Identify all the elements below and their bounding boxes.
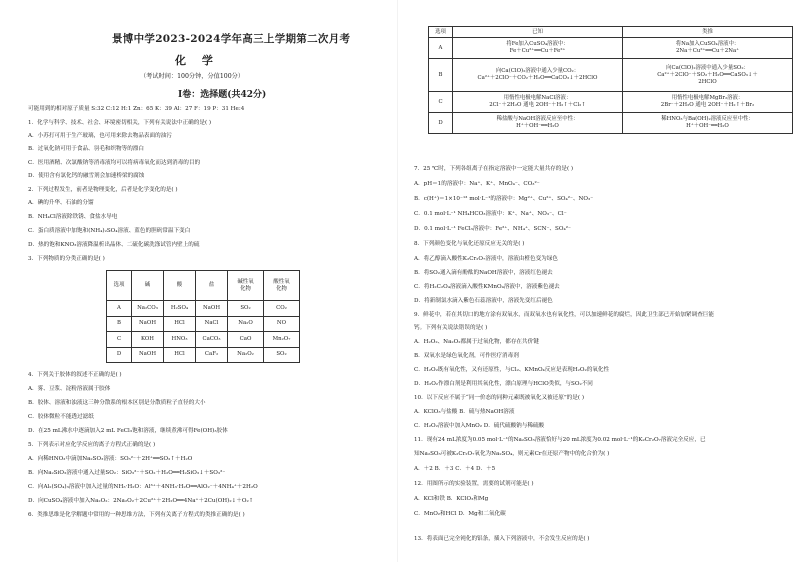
table-cell: CaCO₃ — [196, 332, 228, 348]
question-10-options-cd: C．H₂O₂溶液中加入MnO₂ D．硫代硫酸钠与稀硫酸 — [414, 423, 545, 429]
table-row — [429, 38, 793, 59]
cell-text: Ca²⁺＋2ClO⁻＋CO₂＋H₂O══CaCO₃↓＋2HClO — [477, 75, 598, 81]
question-9: 9．鲜花中，若在其切口的地方涂有双氧水，而双氧水也有氧化性，可以加速鲜花的腐烂，因此卫生部已开始加紧调查巨能 — [414, 312, 715, 318]
table-header-cell — [264, 271, 300, 301]
question-2-option-b: B．NH₄Cl溶液除铁锈、食盐水导电 — [28, 214, 118, 220]
table-cell: Na₂O — [228, 316, 264, 332]
question-11: 11．现有24 mL浓度为0.05 mol·L⁻¹的Na₂SO₃溶液恰好与20 mL浓度为0.02 mol·L⁻¹的K₂Cr₂O₇溶液完全反应，已 — [414, 437, 706, 443]
question-12: 12．用图所示的实验装置，需要的试剂可能是( ) — [414, 481, 534, 487]
cell-text: 2Cl⁻＋2H₂O 通电 2OH⁻＋H₂↑＋Cl₂↑ — [489, 102, 586, 108]
header-text: 酸性氧化物 — [273, 278, 290, 292]
cell-text: 用惰性电极电解NaCl溶液： — [503, 95, 572, 101]
question-8-option-d: D．将新制氯水滴入紫色石蕊溶液中，溶液先变红后褪色 — [414, 298, 553, 304]
table-header-row — [107, 271, 300, 301]
header-text: 碱性氧化物 — [237, 278, 254, 292]
cell-text: 稀HNO₃与Ba(OH)₂溶液反应至中性： — [661, 116, 754, 122]
question-13: 13．将表面已完全钝化的铝条，插入下列溶液中，不会发生反应的是( ) — [414, 536, 590, 542]
cell-text: 将Fe加入CuSO₄溶液中： — [506, 41, 569, 47]
section-title: Ⅰ卷：选择题(共42分) — [178, 90, 267, 100]
question-10: 10．以下反应不属于“同一价态的同种元素既被氧化又被还原”的是( ) — [414, 395, 585, 401]
table-header-cell: 酸 — [164, 271, 196, 301]
table-cell: B — [107, 316, 132, 332]
question-4-option-a: A．雾、豆浆、淀粉溶液属于胶体 — [28, 386, 111, 392]
table-row — [107, 347, 300, 363]
table-cell: C — [429, 92, 453, 113]
table-cell: HCl — [164, 316, 196, 332]
table-cell: CaF₂ — [196, 347, 228, 363]
question-5: 5．下列表示对应化学反应的离子方程式正确的是( ) — [28, 442, 156, 448]
right-column — [397, 0, 794, 562]
question-11-options: A．＋2 B．＋3 C．＋4 D．＋5 — [414, 466, 496, 472]
question-8: 8．下列颜色变化与氧化还原反应无关的是( ) — [414, 241, 525, 247]
question-2-option-d: D．热的饱和KNO₃溶液降温析出晶体、二硫化碳洗涤试管内壁上的硫 — [28, 242, 200, 248]
table-header-cell: 已知 — [453, 27, 623, 38]
question-4-option-b: B．胶体、溶液和浊液这三种分散系的根本区别是分散质粒子直径的大小 — [28, 400, 206, 406]
table-cell — [453, 59, 623, 92]
table-cell — [453, 92, 623, 113]
table-cell: Mn₂O₇ — [264, 332, 300, 348]
table-row — [107, 332, 300, 348]
table-header-cell: 碱 — [132, 271, 164, 301]
table-header-cell: 选项 — [107, 271, 132, 301]
table-cell: Na₂CO₃ — [132, 301, 164, 317]
question-9-continued: 钙。下列有关说法错误的是( ) — [414, 325, 488, 331]
table-cell: NaCl — [196, 316, 228, 332]
table-cell: KOH — [132, 332, 164, 348]
table-row — [429, 113, 793, 134]
question-8-option-b: B．将SO₂通入滴有酚酞的NaOH溶液中，溶液红色褪去 — [414, 270, 553, 276]
table-cell — [623, 59, 793, 92]
table-cell: C — [107, 332, 132, 348]
subject-title: 化 学 — [175, 54, 219, 67]
question-12-options-cd: C．MnO₂和HCl D．Mg和二氧化碳 — [414, 511, 506, 517]
table-row — [429, 92, 793, 113]
table-header-cell: 类推 — [623, 27, 793, 38]
atomic-masses: 可能用到的相对原子质量 S:32 C:12 H:1 Zn：65 K：39 Al：27 F：19 P：31 He:4 — [28, 106, 245, 112]
question-5-option-c: C．向Al₂(SO₄)₃溶液中加入过量的NH₃·H₂O：Al³⁺＋4NH₃·H₂O══AlO₂⁻＋4NH₄⁺＋2H₂O — [28, 484, 258, 490]
table-header-cell: 选项 — [429, 27, 453, 38]
analogy-table — [428, 26, 793, 134]
cell-text: 向Ca(ClO)₂溶液中通入少量CO₂： — [495, 68, 580, 74]
question-1-option-b: B．过氧化钠可用于食品、羽毛和织物等的漂白 — [28, 146, 144, 152]
cell-text: 2Br⁻＋2H₂O 通电 2OH⁻＋H₂↑＋Br₂ — [660, 102, 755, 108]
table-cell — [453, 38, 623, 59]
table-cell: A — [429, 38, 453, 59]
question-2-option-c: C．蛋白质溶液中加饱和(NH₄)₂SO₄溶液、蓝色的胆矾常温下变白 — [28, 228, 191, 234]
question-6: 6．类推思维是化学解题中常用的一种思维方法，下列有关离子方程式的类推正确的是( ) — [28, 512, 245, 518]
table-cell — [623, 92, 793, 113]
table-cell: CaO — [228, 332, 264, 348]
question-1-option-c: C．医用酒精、次氯酸钠等消毒液均可以将病毒氧化而达到消毒的目的 — [28, 160, 201, 166]
question-2: 2．下列过程发生，前者是物理变化，后者是化学变化的是( ) — [28, 187, 178, 193]
question-3: 3．下列物质的分类正确的是( ) — [28, 256, 105, 262]
cell-text: 向Ca(ClO)₂溶液中通入少量SO₂： — [666, 64, 749, 71]
cell-text: 2Na＋Cu²⁺══Cu＋2Na⁺ — [675, 48, 740, 54]
table-cell: NaOH — [196, 301, 228, 317]
question-5-option-b: B．向Na₂SiO₃溶液中通入过量SO₂：SiO₃²⁻＋SO₂＋H₂O══H₂SiO₃↓＋SO₃²⁻ — [28, 470, 226, 476]
question-7-option-c: C．0.1 mol·L⁻¹ NH₄HCO₃溶液中：K⁺、Na⁺、NO₃⁻、Cl⁻ — [414, 211, 567, 217]
cell-text: 2HClO — [698, 78, 717, 85]
table-cell: H₂SO₄ — [164, 301, 196, 317]
cell-text: 用惰性电极电解MgBr₂溶液： — [671, 95, 744, 101]
table-cell: SO₂ — [264, 347, 300, 363]
question-1: 1．化学与科学、技术、社会、环境密切相关，下列有关说法中正确的是( ) — [28, 120, 212, 126]
cell-text: Fe＋Cu²⁺══Cu＋Fe²⁺ — [509, 48, 566, 54]
question-7-option-d: D．0.1 mol·L⁻¹ FeCl₃溶液中：Fe²⁺、NH₄⁺、SCN⁻、SO₄²⁻ — [414, 226, 571, 232]
table-cell — [623, 113, 793, 134]
question-4: 4．下列关于胶体的叙述不正确的是( ) — [28, 372, 122, 378]
table-cell: NO — [264, 316, 300, 332]
table-row — [429, 59, 793, 92]
table-header-cell — [228, 271, 264, 301]
question-11-continued: 知Na₂SO₃可被K₂Cr₂O₇氧化为Na₂SO₄，则元素Cr在还原产物中的化合价为( ) — [414, 451, 610, 457]
table-row — [107, 301, 300, 317]
table-cell: HCl — [164, 347, 196, 363]
question-9-option-c: C．H₂O₂既有氧化性，又有还原性，与Cl₂、KMnO₄反应是表现H₂O₂的氧化性 — [414, 367, 610, 373]
question-12-options-ab: A．KCl和铁 B．KClO₃和Mg — [414, 496, 489, 502]
cell-text: Ca²⁺＋2ClO⁻＋SO₂＋H₂O══CaSO₃↓＋ — [657, 71, 758, 78]
cell-text: 稀盐酸与NaOH溶液反应至中性： — [496, 116, 579, 122]
question-1-option-a: A．小苏打可用于生产玻璃，也可用来除去物品表面的油污 — [28, 133, 172, 139]
table-cell: D — [107, 347, 132, 363]
cell-text: H⁺＋OH⁻══H₂O — [516, 123, 559, 129]
question-8-option-c: C．将H₂C₂O₄溶液滴入酸性KMnO₄溶液中，溶液紫色褪去 — [414, 284, 560, 290]
table-row — [107, 316, 300, 332]
table-cell: D — [429, 113, 453, 134]
table-cell: NaOH — [132, 347, 164, 363]
question-9-option-b: B．双氧水是绿色氧化剂，可作医疗消毒剂 — [414, 353, 519, 359]
cell-text: 将Na加入CuSO₄溶液中： — [675, 41, 740, 47]
table-cell: SO₂ — [228, 301, 264, 317]
exam-title: 景博中学2023-2024学年高三上学期第二次月考 — [112, 33, 351, 45]
classification-table — [106, 270, 300, 363]
question-5-option-d: D．向CuSO₄溶液中加入Na₂O₂：2Na₂O₂＋2Cu²⁺＋2H₂O══4Na⁺＋2Cu(OH)₂↓＋O₂↑ — [28, 498, 254, 504]
table-cell: A — [107, 301, 132, 317]
question-1-option-d: D．使用含有氯化钙的融雪剂会加速桥梁的腐蚀 — [28, 173, 145, 179]
table-cell: HNO₃ — [164, 332, 196, 348]
question-7: 7．25 ℃时，下列各组离子在指定溶液中一定能大量共存的是( ) — [414, 166, 574, 172]
table-cell: NaOH — [132, 316, 164, 332]
table-cell: CO₂ — [264, 301, 300, 317]
table-header-cell: 盐 — [196, 271, 228, 301]
table-cell: Na₂O₂ — [228, 347, 264, 363]
question-5-option-a: A．向稀HNO₃中滴加Na₂SO₃溶液：SO₃²⁻＋2H⁺══SO₂↑＋H₂O — [28, 456, 193, 462]
exam-info: （考试时间：100分钟，分值100分） — [140, 73, 245, 80]
table-cell — [453, 113, 623, 134]
question-7-option-b: B．c(H⁺)＝1×10⁻¹³ mol·L⁻¹的溶液中：Mg²⁺、Cu²⁺、SO₄²⁻、NO₃⁻ — [414, 196, 594, 202]
question-4-option-c: C．胶体微粒不能透过滤纸 — [28, 414, 94, 420]
question-7-option-a: A．pH＝1的溶液中：Na⁺、K⁺、MnO₄⁻、CO₃²⁻ — [414, 181, 540, 187]
table-cell — [623, 38, 793, 59]
question-10-options-ab: A．KClO₃与盐酸 B．硫与热NaOH溶液 — [414, 409, 515, 415]
question-8-option-a: A．将乙醇滴入酸性K₂Cr₂O₇溶液中，溶液由橙色变为绿色 — [414, 256, 558, 262]
question-2-option-a: A．碘的升华、石油的分馏 — [28, 200, 94, 206]
question-4-option-d: D．在25 mL沸水中逐滴加入2 mL FeCl₃饱和溶液，继续煮沸可得Fe(OH)₃胶体 — [28, 428, 228, 434]
question-9-option-d: D．H₂O₂作漂白剂是利用其氧化性，漂白原理与HClO类似，与SO₂不同 — [414, 381, 593, 387]
cell-text: H⁺＋OH⁻══H₂O — [686, 123, 729, 129]
table-header-row — [429, 27, 793, 38]
question-9-option-a: A．H₂O₂、Na₂O₂都属于过氧化物，都存在共价键 — [414, 339, 539, 345]
table-cell: B — [429, 59, 453, 92]
